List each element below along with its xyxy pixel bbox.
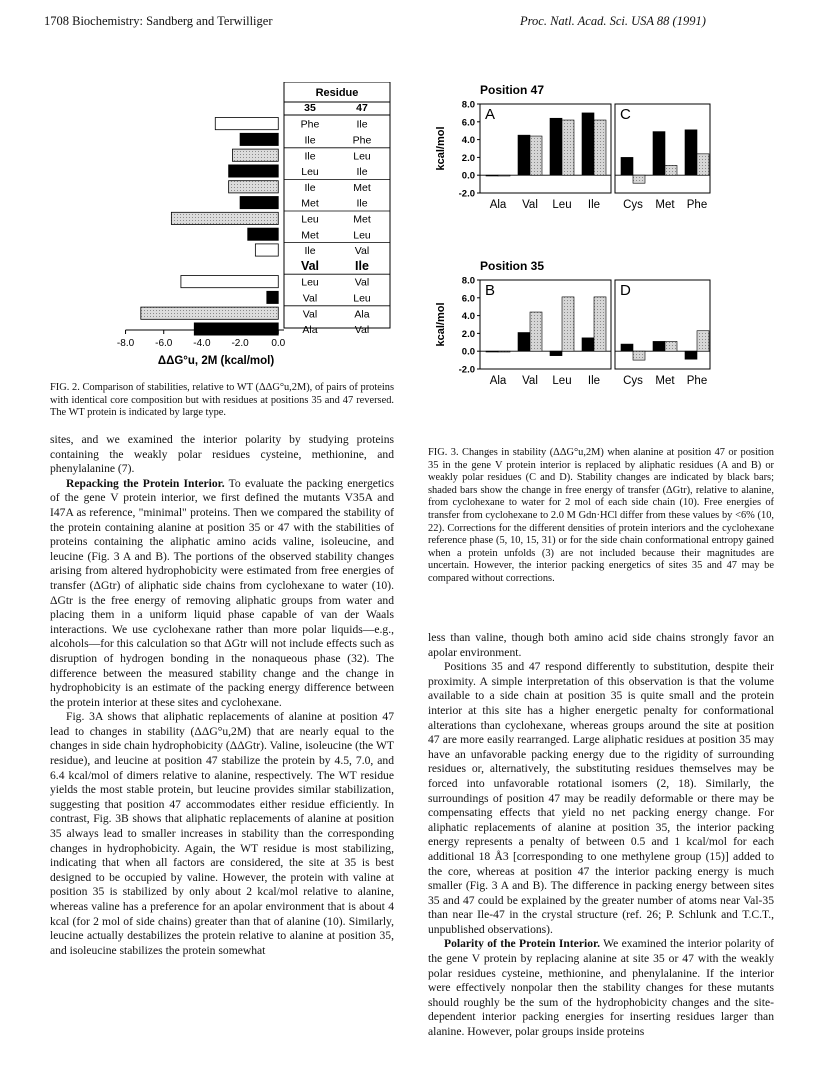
fig3-hydrophobicity-bar-phe xyxy=(697,331,709,351)
fig3-hydrophobicity-bar-leu xyxy=(562,120,574,175)
polarity-paragraph xyxy=(428,937,774,1039)
positions-paragraph: Positions 35 and 47 respond differently to substitution, despite their proximity. A simple interpretation of this observation is that the volume available to a side chain at position 35 is quite small and the protein interior at this site has a higher energetic penalty for conformational alterations than cyclohexane, whereas groups around the site at position 47 are more easily rearranged. Large aliphatic residues at position 35 may have an unfavorable packing energy due to the rigidity of surrounding residues or, alternatively, the substituting residues themselves may be forced into unfavorable rotational isomers (2, 18). Similarly, the surroundings of position 47 may be readily deformable or there may be compensating effects that yield no net packing energy change. For aliphatic replacements of alanine at position 35, the interior packing energy represents a penalty of between 0.5 and 1 kcal/mol for each additional 18 Å3 [corresponding to one methylene group (15)] added to the core, whereas at position 47 the interior packing energy is much smaller (Fig. 3 A and B). The difference in packing energy between sites 35 and 47 could be explained by the greater number of atoms near Val-35 than near Ile-47 in the crystal structure (ref. 26; P. Schlunk and T.C.T., unpublished observations). xyxy=(428,660,774,936)
fig3-letter-left: B xyxy=(485,282,496,299)
fig2-x-tick-label: -8.0 xyxy=(116,338,135,349)
fig3-category-label: Val xyxy=(522,375,538,387)
fig2-label-35: Ala xyxy=(302,324,318,337)
continuation-paragraph: less than valine, though both amino acid side chains strongly favor an apolar environment. xyxy=(428,631,774,659)
running-header-left: 1708 Biochemistry: Sandberg and Terwilliger xyxy=(44,14,273,28)
fig3-stability-bar-met xyxy=(653,132,665,176)
fig3-letter-right: D xyxy=(620,282,631,299)
fig3-stability-bar-ala xyxy=(486,351,498,352)
repacking-body-1: To evaluate the packing energetics of the gene V protein interior, we first defined the mutants V35A and I47A as reference, "minimal" proteins. Then we compared the stability of the protein containing alanine at position 35 or 47 with the stabilities of proteins containing the aliphatic amino acids valine, isoleucine, and leucine (Fig. 3 A and B). The portions of the observed stability changes arising from altered hydrophobicity were estimated from free energies of transfer (ΔGtr) of aliphatic side chains from cyclohexane to water (10). ΔGtr is the free energy of removing aliphatic groups from water and placing them in a uniform liquid phase capable of van der Waals interactions. We use cyclohexane rather than more polar liquids—e.g., alcohols—for this calculation so that ΔGtr will not include effects such as disruption of hydrogen bonding in the nonaqueous phase (32). The difference between the measured stability change and the change in hydrophobicity is an estimate of the packing energy difference between the protein interior at these sites and cyclohexane. xyxy=(50,476,394,709)
fig2-bar-met-ile xyxy=(240,197,278,209)
fig3-hydrophobicity-bar-val xyxy=(530,312,542,351)
fig3-y-tick-label: 2.0 xyxy=(461,152,475,164)
fig3-category-label: Val xyxy=(522,199,538,211)
fig3-stability-bar-val xyxy=(518,135,530,175)
fig3-stability-bar-ile xyxy=(582,113,594,175)
fig3-stability-bar-phe xyxy=(685,351,697,359)
fig3-category-label: Phe xyxy=(686,199,708,211)
fig2-label-47: Ile xyxy=(356,166,368,179)
fig3-ylabel: kcal/mol xyxy=(435,126,447,171)
fig2-label-47: Met xyxy=(353,213,371,226)
fig2-x-tick-label: -2.0 xyxy=(231,338,249,349)
fig3-ylabel: kcal/mol xyxy=(435,302,447,347)
fig2-label-47: Val xyxy=(354,245,370,258)
fig3-letter-left: A xyxy=(485,106,496,123)
fig3-stability-bar-ala xyxy=(486,175,498,176)
fig3-y-tick-label: 6.0 xyxy=(461,117,475,129)
fig2-label-47: Val xyxy=(354,324,370,337)
fig3-y-tick-label: 6.0 xyxy=(461,293,475,305)
fig3-hydrophobicity-bar-leu xyxy=(562,297,574,351)
fig2-label-47: Met xyxy=(353,181,371,194)
fig3-panel-title: Position 47 xyxy=(480,83,545,97)
fig2-label-35: Val xyxy=(302,292,318,305)
right-column-text xyxy=(428,631,774,1040)
fig2-label-35: Ile xyxy=(304,150,316,163)
fig3-hydrophobicity-bar-phe xyxy=(697,154,709,175)
figure-2-caption: FIG. 2. Comparison of stabilities, relative to WT (ΔΔG°u,2M), of pairs of proteins with identical core composition but with residues at positions 35 and 47 reversed. The WT protein is indicated by large type. xyxy=(50,382,394,419)
fig2-label-47: Ile xyxy=(356,118,368,131)
intro-paragraph: sites, and we examined the interior polarity by studying proteins containing the weakly polar residues cysteine, methionine, and phenylalanine (7). xyxy=(50,433,394,476)
fig2-label-47: Ala xyxy=(354,308,370,321)
fig3-category-label: Phe xyxy=(686,375,708,387)
fig2-bar-leu-ile xyxy=(229,165,279,177)
fig2-bar-val-leu xyxy=(267,291,278,303)
figure-2-chart xyxy=(96,82,396,372)
fig3-category-label: Ile xyxy=(587,375,601,387)
figure-3-chart xyxy=(428,80,728,420)
repacking-paragraph-1 xyxy=(50,477,394,711)
fig3-y-tick-label: 0.0 xyxy=(461,346,475,358)
fig2-label-47: Leu xyxy=(353,150,371,163)
fig3-stability-bar-met xyxy=(653,341,665,351)
fig3-letter-right: C xyxy=(620,106,631,123)
fig3-hydrophobicity-bar-ile xyxy=(594,297,606,351)
fig3-y-tick-label: 8.0 xyxy=(461,275,475,287)
fig2-bar-ile-leu xyxy=(232,149,278,161)
figure-2-bars xyxy=(141,118,390,337)
fig3-stability-bar-cys xyxy=(621,157,633,175)
fig3-category-label: Met xyxy=(655,199,675,211)
fig3-hydrophobicity-bar-ala xyxy=(498,351,510,352)
fig3-hydrophobicity-bar-cys xyxy=(633,175,645,183)
fig2-label-35: Ile xyxy=(304,181,316,194)
polarity-heading: Polarity of the Protein Interior. xyxy=(444,937,600,951)
fig3-frame-left xyxy=(480,280,611,369)
fig2-label-47: Leu xyxy=(353,292,371,305)
fig2-x-tick-label: -6.0 xyxy=(155,338,173,349)
fig2-label-35: Leu xyxy=(301,276,319,289)
fig3-panel-1 xyxy=(435,83,710,211)
fig2-bar-ile-phe xyxy=(240,133,278,145)
left-column-text xyxy=(50,433,394,958)
fig3-stability-bar-phe xyxy=(685,130,697,175)
polarity-body: We examined the interior polarity of the gene V protein by replacing alanine at site 35 or 47 with the weakly polar residues cysteine, methionine, and phenylalanine. If the interior were effectively nonpolar then the stability changes for these mutants should roughly be the sum of the hydrophobicity changes and the site-dependent interior packing energies for inserting residues larger than alanine. However, polar groups inside proteins xyxy=(428,937,774,1039)
fig3-y-tick-label: 2.0 xyxy=(461,328,475,340)
fig3-stability-bar-leu xyxy=(550,118,562,175)
fig2-label-35: Val xyxy=(300,258,320,273)
fig3-category-label: Cys xyxy=(623,199,643,211)
fig2-label-47: Ile xyxy=(356,197,368,210)
fig3-panel-2 xyxy=(435,259,710,387)
fig3-stability-bar-ile xyxy=(582,338,594,351)
repacking-heading: Repacking the Protein Interior. xyxy=(66,476,225,490)
residue-header: Residue xyxy=(315,87,359,99)
fig3-category-label: Cys xyxy=(623,375,643,387)
fig2-label-35: Leu xyxy=(301,166,319,179)
fig2-bar-ile-met xyxy=(229,181,279,193)
fig2-x-tick-label: 0.0 xyxy=(271,338,286,349)
fig2-bar-ala-val xyxy=(194,323,278,335)
fig3-hydrophobicity-bar-val xyxy=(530,136,542,175)
fig2-bar-leu-val xyxy=(181,276,278,288)
fig3-panel-title: Position 35 xyxy=(480,259,545,273)
fig2-bar-ile-val xyxy=(255,244,278,256)
fig2-bar-val-ala xyxy=(141,307,278,319)
fig2-label-35: Ile xyxy=(304,134,316,147)
figure-3-caption: FIG. 3. Changes in stability (ΔΔG°u,2M) when alanine at position 47 or position 35 in the gene V protein interior is replaced by aliphatic residues (A and B) or weakly polar residues (C and D). Stability changes are indicated by black bars; shaded bars show the change in free energy of transfer (ΔGtr), relative to alanine, from cyclohexane to water for 2 mol of each side chain (10). Free energies of transfer from cyclohexane to 2.0 M Gdn·HCl differ from these values by <6% (10, 22). Corrections for the different densities of protein interiors and the cyclohexane reference phase (5, 10, 15, 31) or for the side chain conformational entropy gained when a protein unfolds (3) are not included because their magnitudes are uncertain. However, the interior packing energetics of sites 35 and 47 may be compared without corrections. xyxy=(428,447,774,584)
fig2-label-35: Met xyxy=(301,229,319,242)
fig2-label-35: Met xyxy=(301,197,319,210)
fig3-y-tick-label: 4.0 xyxy=(461,135,475,147)
fig2-label-35: Phe xyxy=(300,118,320,131)
fig2-bar-leu-met xyxy=(171,212,278,224)
fig3-category-label: Leu xyxy=(552,375,572,387)
fig3-category-label: Leu xyxy=(552,199,572,211)
fig2-label-35: Leu xyxy=(301,213,319,226)
fig3-stability-bar-val xyxy=(518,333,530,352)
fig3-y-tick-label: 8.0 xyxy=(461,99,475,111)
fig2-label-35: Ile xyxy=(304,245,316,258)
col-47-header: 47 xyxy=(356,102,368,114)
fig2-label-47: Leu xyxy=(353,229,371,242)
col-35-header: 35 xyxy=(304,102,316,114)
fig2-label-47: Val xyxy=(354,276,370,289)
fig2-bar-phe-ile xyxy=(215,118,278,130)
fig3-y-tick-label: 0.0 xyxy=(461,170,475,182)
fig3-category-label: Ala xyxy=(489,199,507,211)
fig2-label-47: Ile xyxy=(355,258,369,273)
fig3-y-tick-label: -2.0 xyxy=(458,188,475,200)
fig2-bar-met-leu xyxy=(248,228,279,240)
fig3-hydrophobicity-bar-ile xyxy=(594,120,606,175)
fig2-label-35: Val xyxy=(302,308,318,321)
figure-2-xlabel: ΔΔG°u, 2M (kcal/mol) xyxy=(157,355,275,367)
repacking-paragraph-2: Fig. 3A shows that aliphatic replacements of alanine at position 47 lead to changes in stability (ΔΔG°u,2M) that are nearly equal to the changes in side chain hydrophobicity (ΔΔGtr). Valine, isoleucine (the WT residue), and leucine at position 47 stabilize the protein by 4.5, 7.0, and 6.4 kcal/mol of dimers relative to alanine, respectively. The WT residue yields the most stable protein, but leucine provides similar stabilization, suggesting that position 47 accommodates either residue efficiently. In contrast, Fig. 3B shows that aliphatic replacements of alanine at position 35 always lead to smaller increases in stability than the corresponding changes in hydrophobicity. Again, the WT residue is most stabilizing, indicating that when all factors are considered, the site at 35 is best designed to be occupied by valine. However, the protein with valine at position 35 is stabilized by only about 2 kcal/mol relative to alanine, whereas valine has a preference for an apolar environment that is about 4 kcal (for 2 mol of side chains) greater than that of alanine (10). Similarly, leucine actually destabilizes the protein relative to alanine at position 35, and isoleucine stabilizes the protein somewhat xyxy=(50,710,394,957)
fig3-stability-bar-leu xyxy=(550,351,562,355)
fig3-category-label: Met xyxy=(655,375,675,387)
fig3-hydrophobicity-bar-ala xyxy=(498,175,510,176)
fig2-x-tick-label: -4.0 xyxy=(193,338,211,349)
fig3-stability-bar-cys xyxy=(621,344,633,351)
fig3-category-label: Ala xyxy=(489,375,507,387)
fig3-y-tick-label: 4.0 xyxy=(461,311,475,323)
fig2-label-47: Phe xyxy=(352,134,372,147)
running-header-right: Proc. Natl. Acad. Sci. USA 88 (1991) xyxy=(520,14,706,28)
fig3-hydrophobicity-bar-met xyxy=(665,341,677,351)
fig3-category-label: Ile xyxy=(587,199,601,211)
fig3-hydrophobicity-bar-met xyxy=(665,165,677,175)
fig3-y-tick-label: -2.0 xyxy=(458,364,475,376)
fig3-hydrophobicity-bar-cys xyxy=(633,351,645,360)
